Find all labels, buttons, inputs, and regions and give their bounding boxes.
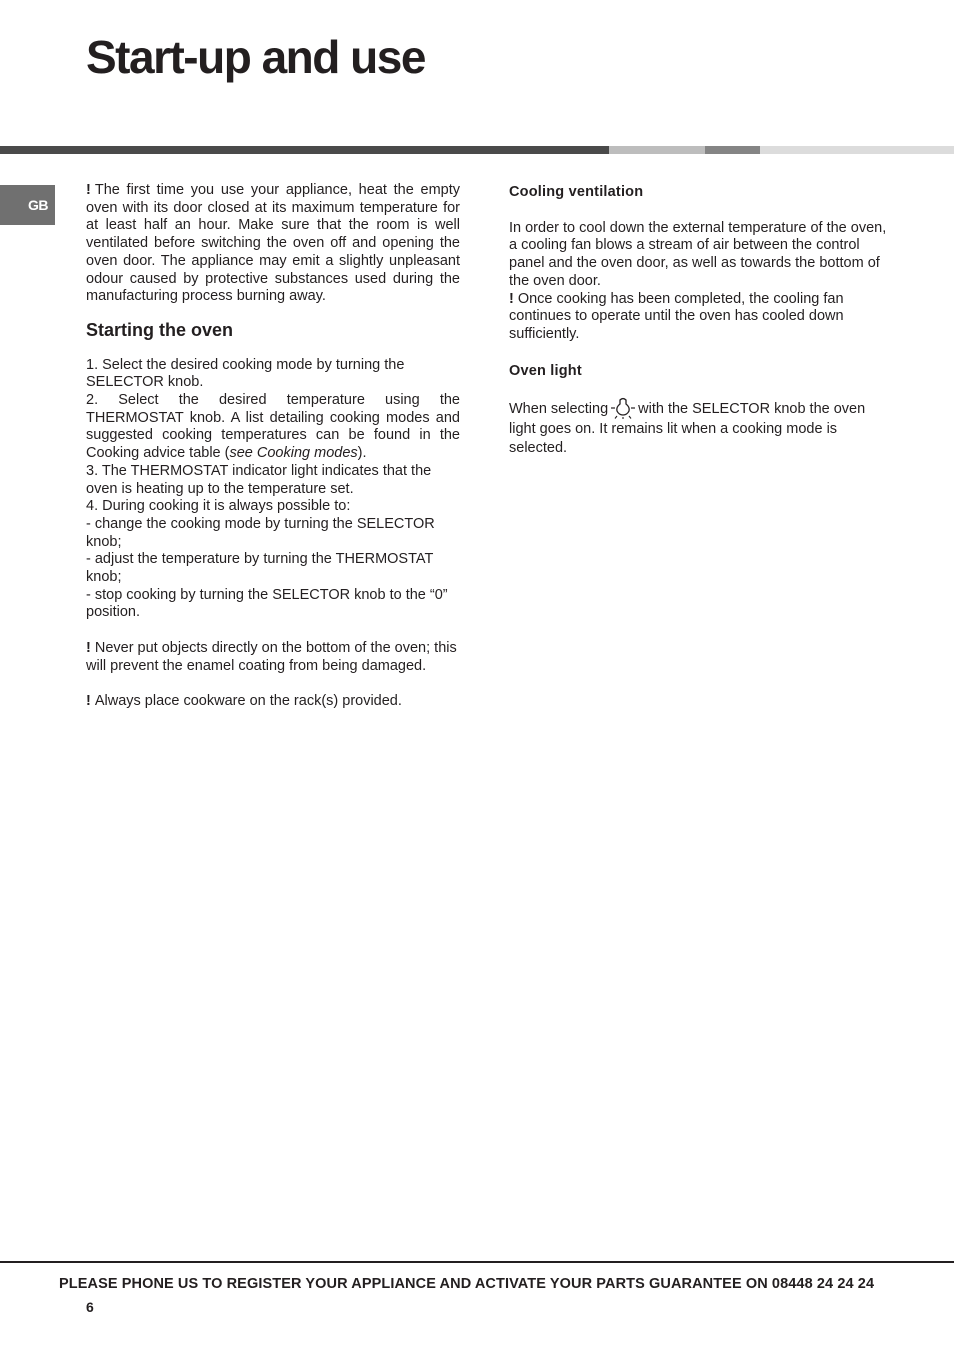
header-band-pale	[760, 146, 954, 154]
page-number: 6	[86, 1299, 94, 1315]
page-title: Start-up and use	[86, 31, 425, 83]
oven-light-text-start: When selecting	[509, 401, 609, 418]
option-stop-cooking: - stop cooking by turning the SELECTOR knob to the “0” position.	[86, 586, 448, 621]
step-2	[86, 392, 460, 463]
step-2-end: ).	[357, 445, 367, 462]
exclamation-mark: !	[86, 639, 91, 656]
footer-guarantee-notice: PLEASE PHONE US TO REGISTER YOUR APPLIANCE AND ACTIVATE YOUR PARTS GUARANTEE ON 08448 24 24 24	[59, 1276, 875, 1292]
left-column	[86, 182, 460, 711]
header-band-dark	[0, 146, 609, 154]
footer-rule	[0, 1261, 954, 1263]
oven-light-heading: Oven light	[509, 362, 582, 379]
oven-light-icon	[610, 397, 636, 419]
exclamation-mark: !	[86, 182, 91, 198]
right-column	[509, 182, 889, 459]
step-2-text: 2. Select the desired temperature using the THERMOSTAT knob. A list detailing cooking modes and suggested cooking temperatures can be found in the Cooking advice table (	[86, 392, 460, 462]
intro-paragraph	[86, 182, 460, 306]
exclamation-mark: !	[86, 692, 91, 709]
language-tab: GB	[0, 185, 55, 225]
oven-light-text-end: with the SELECTOR knob the oven light goes on. It remains lit when a cooking mode is selected.	[509, 401, 866, 457]
step-3: 3. The THERMOSTAT indicator light indicates that the oven is heating up to the temperature set.	[86, 462, 432, 497]
cooling-paragraph: In order to cool down the external temperature of the oven, a cooling fan blows a stream of air between the control panel and the oven door, as well as towards the bottom of the oven door.	[509, 219, 887, 289]
header-band-mid	[705, 146, 760, 154]
step-1: 1. Select the desired cooking mode by turning the SELECTOR knob.	[86, 356, 405, 391]
exclamation-mark: !	[509, 290, 514, 307]
cooling-note-text: Once cooking has been completed, the cooling fan continues to operate until the oven has cooled down sufficiently.	[509, 290, 844, 342]
warning-cookware	[86, 693, 460, 711]
cooling-ventilation-heading: Cooling ventilation	[509, 184, 644, 200]
cooling-note	[509, 291, 889, 344]
option-adjust-temperature: - adjust the temperature by turning the THERMOSTAT knob;	[86, 551, 434, 586]
starting-oven-heading: Starting the oven	[86, 319, 234, 340]
warning-bottom	[86, 640, 460, 675]
step-4: 4. During cooking it is always possible to:	[86, 498, 351, 515]
oven-light-paragraph	[509, 397, 889, 459]
cooking-modes-reference: see Cooking modes	[229, 445, 358, 462]
warning-bottom-text: Never put objects directly on the bottom of the oven; this will prevent the enamel coating from being damaged.	[86, 639, 457, 674]
warning-cookware-text: Always place cookware on the rack(s) provided.	[94, 692, 402, 709]
intro-text: The first time you use your appliance, heat the empty oven with its door closed at its maximum temperature for at least half an hour. Make sure that the room is well ventilated before switching the oven off and opening the oven door. The appliance may emit a slightly unpleasant odour caused by protective substances used during the manufacturing process burning away.	[86, 182, 460, 305]
option-change-mode: - change the cooking mode by turning the SELECTOR knob;	[86, 515, 435, 550]
header-band-light	[609, 146, 705, 154]
